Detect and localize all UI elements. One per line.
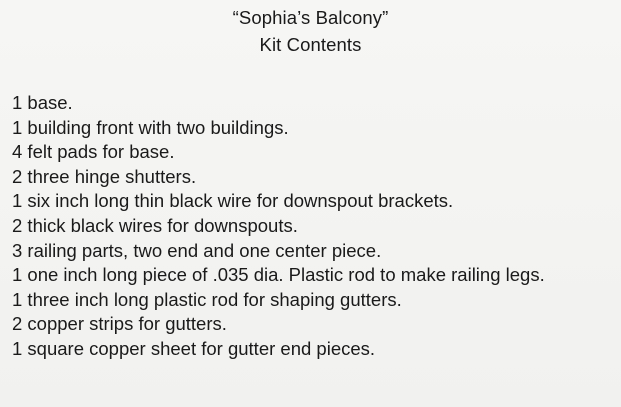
- list-item: 1 building front with two buildings.: [12, 116, 289, 138]
- list-item: 2 copper strips for gutters.: [12, 313, 227, 335]
- list-item: 1 one inch long piece of .035 dia. Plastic rod to make railing legs.: [12, 264, 545, 286]
- list-item: 1 six inch long thin black wire for downspout brackets.: [12, 190, 454, 212]
- list-item: 1 base.: [12, 92, 73, 113]
- document-title: “Sophia’s Balcony”: [232, 7, 389, 28]
- list-item: 1 three inch long plastic rod for shaping gutters.: [12, 288, 402, 310]
- document-header: [0, 4, 621, 58]
- kit-contents-list: [12, 91, 617, 362]
- list-item: 3 railing parts, two end and one center piece.: [12, 239, 382, 261]
- list-item: 2 thick black wires for downspouts.: [12, 214, 298, 236]
- list-item: 1 square copper sheet for gutter end pieces.: [12, 337, 376, 359]
- list-item: 4 felt pads for base.: [12, 141, 175, 163]
- list-item: 2 three hinge shutters.: [12, 165, 197, 187]
- document-subtitle: Kit Contents: [259, 34, 362, 55]
